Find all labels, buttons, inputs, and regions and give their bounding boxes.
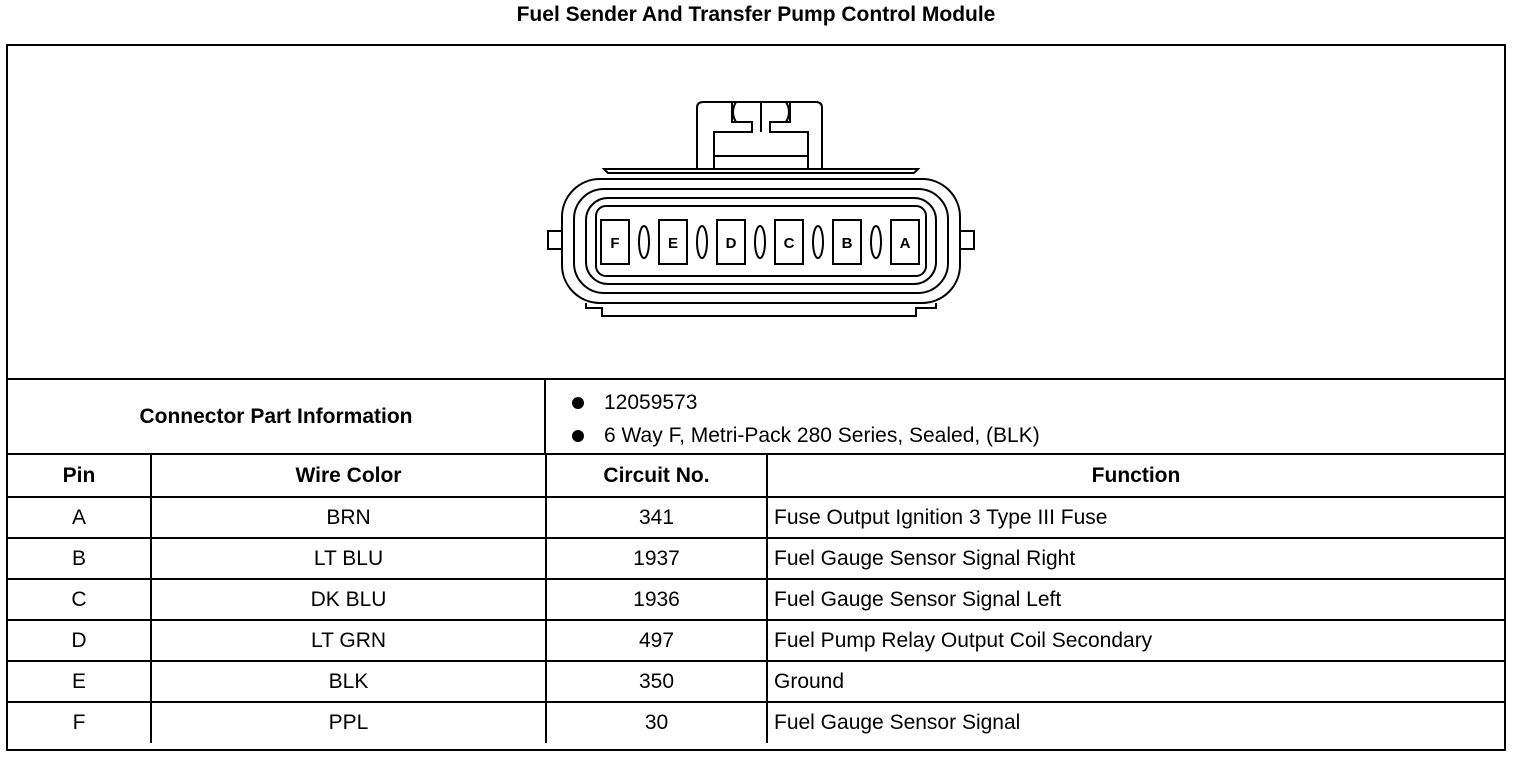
cell-pin: A [8, 497, 151, 538]
connector-diagram [8, 46, 1504, 380]
cell-circuit-no: 1937 [546, 538, 767, 579]
bullet-icon [572, 397, 584, 409]
cell-pin: F [8, 702, 151, 743]
cell-circuit-no: 1936 [546, 579, 767, 620]
table-row [8, 620, 1504, 661]
table-row [8, 538, 1504, 579]
list-item [546, 419, 1040, 452]
table-row [8, 702, 1504, 743]
cell-pin: D [8, 620, 151, 661]
cell-circuit-no: 341 [546, 497, 767, 538]
connector-face-illustration [8, 46, 1504, 380]
connector-description: 6 Way F, Metri-Pack 280 Series, Sealed, (BLK) [604, 424, 1040, 447]
cell-circuit-no: 30 [546, 702, 767, 743]
cavity-label-c: C [783, 235, 795, 252]
cell-function: Fuse Output Ignition 3 Type III Fuse [767, 497, 1504, 538]
connector-sheet [6, 44, 1506, 751]
header-function: Function [767, 455, 1504, 497]
cell-function: Fuel Pump Relay Output Coil Secondary [767, 620, 1504, 661]
part-number: 12059573 [604, 391, 698, 414]
pinout-table [8, 455, 1504, 743]
cell-wire-color: LT BLU [151, 538, 546, 579]
table-row [8, 497, 1504, 538]
cavity-label-e: E [667, 235, 679, 252]
header-circuit-no: Circuit No. [546, 455, 767, 497]
cell-circuit-no: 350 [546, 661, 767, 702]
page-title: Fuel Sender And Transfer Pump Control Module [516, 3, 996, 26]
cell-wire-color: DK BLU [151, 579, 546, 620]
cell-circuit-no: 497 [546, 620, 767, 661]
cell-function: Fuel Gauge Sensor Signal [774, 711, 1021, 734]
cell-pin: E [8, 661, 151, 702]
cell-function: Ground [767, 661, 1504, 702]
table-header-row [8, 455, 1504, 497]
list-item [546, 386, 1040, 419]
cell-function: Fuel Gauge Sensor Signal Left [767, 579, 1504, 620]
connector-part-info-list [546, 386, 1040, 452]
cell-wire-color: PPL [151, 702, 546, 743]
cavity-label-a: A [899, 235, 911, 252]
cell-wire-color: LT GRN [151, 620, 546, 661]
connector-part-info-label: Connector Part Information [8, 380, 546, 453]
connector-part-info-row [8, 380, 1504, 455]
cell-pin: C [8, 579, 151, 620]
bullet-icon [572, 430, 584, 442]
header-wire-color: Wire Color [151, 455, 546, 497]
cell-wire-color: BLK [151, 661, 546, 702]
cavity-label-f: F [610, 235, 620, 252]
cell-function: Fuel Gauge Sensor Signal Right [767, 538, 1504, 579]
table-row [8, 579, 1504, 620]
header-pin: Pin [8, 455, 151, 497]
cell-wire-color: BRN [151, 497, 546, 538]
table-row [8, 661, 1504, 702]
cell-pin: B [8, 538, 151, 579]
cavity-label-d: D [725, 235, 737, 252]
cavity-label-b: B [841, 235, 853, 252]
